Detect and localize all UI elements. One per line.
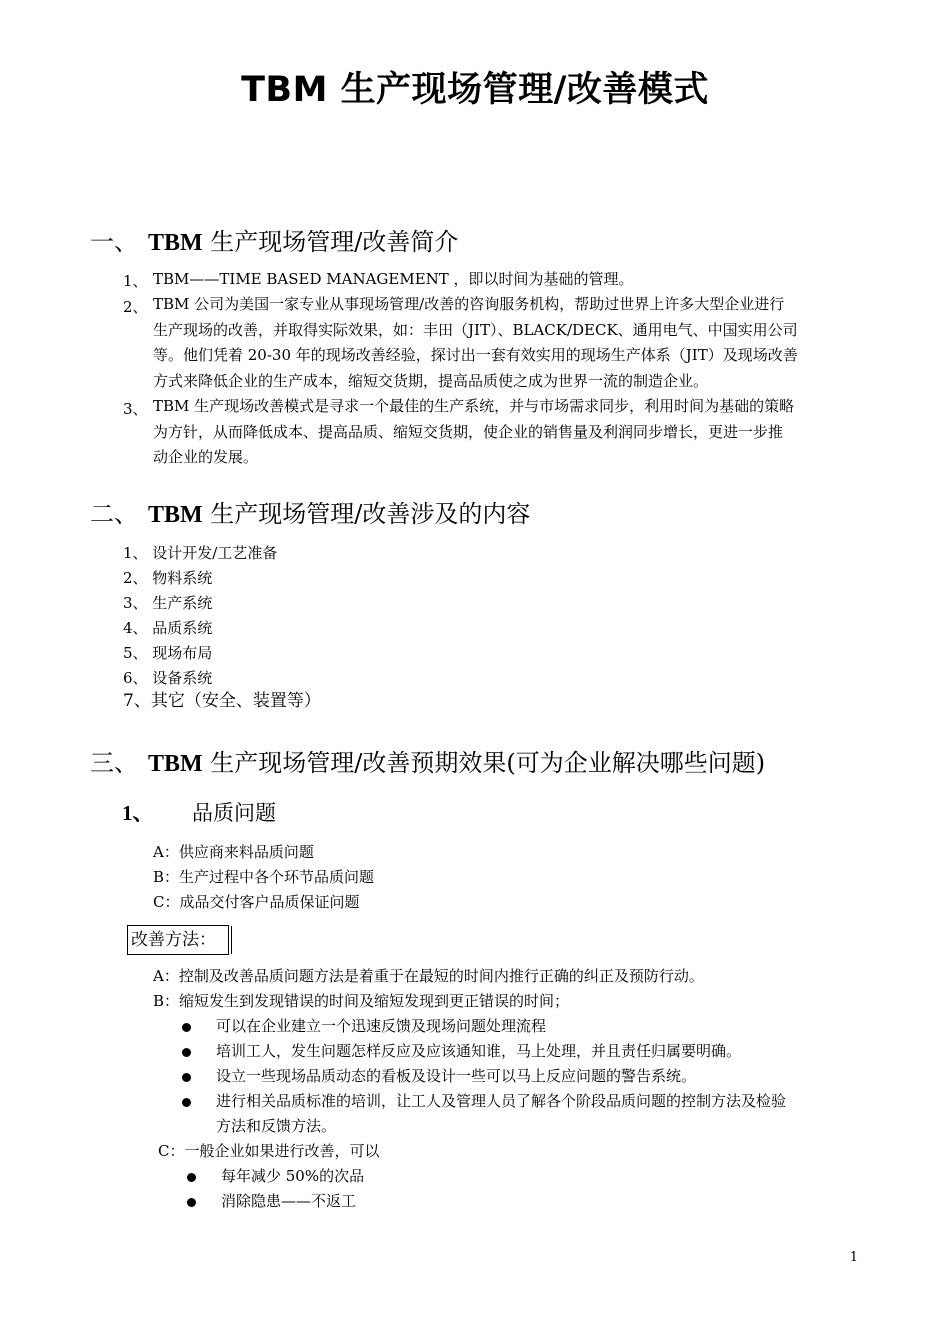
bullet-text: 培训工人，发生问题怎样反应及应该通知谁，马上处理，并且责任归属要明确。 bbox=[216, 1042, 742, 1060]
s1-item-3-paragraph bbox=[153, 394, 861, 471]
method-label-box: 改善方法： bbox=[127, 925, 229, 955]
section-3-heading-text: 生产现场管理/改善预期效果(可为企业解决哪些问题) bbox=[202, 749, 766, 777]
s1-item-3-number: 3、 bbox=[123, 400, 148, 418]
s1-item-2-number: 2、 bbox=[123, 298, 148, 316]
page-title: TBM 生产现场管理/改善模式 bbox=[241, 70, 709, 110]
section-3-heading-tbm: TBM bbox=[148, 751, 203, 777]
s1-item-2-line: TBM 公司为美国一家专业从事现场管理/改善的咨询服务机构，帮助过世界上许多大型企业进行 bbox=[153, 295, 785, 313]
s1-item-3-line: 为方针，从而降低成本、提高品质、缩短交货期，使企业的销售量及利润同步增长，更进一步推 bbox=[153, 422, 784, 441]
subsection-1-number: 1、 bbox=[122, 801, 154, 825]
bullet-row bbox=[0, 1039, 950, 1064]
section-2-heading-text: 生产现场管理/改善涉及的内容 bbox=[202, 500, 531, 528]
bullet-icon bbox=[182, 1048, 191, 1057]
problem-item: B：生产过程中各个环节品质问题 bbox=[153, 868, 375, 886]
bullet-row bbox=[5, 1189, 905, 1214]
section-3-heading bbox=[90, 743, 765, 778]
section-3-number: 三、 bbox=[90, 749, 138, 777]
method-b: B：缩短发生到发现错误的时间及缩短发现到更正错误的时间； bbox=[153, 992, 570, 1010]
bullet-icon bbox=[182, 1098, 191, 1107]
s2-list-item: 1、 设计开发/工艺准备 bbox=[123, 544, 278, 562]
s2-list-item: 7、其它（安全、装置等） bbox=[123, 691, 321, 711]
bullet-text-continuation: 方法和反馈方法。 bbox=[216, 1117, 337, 1135]
s2-list-item: 5、 现场布局 bbox=[123, 644, 213, 662]
problem-item: A：供应商来料品质问题 bbox=[153, 843, 314, 861]
s2-list-item: 3、 生产系统 bbox=[123, 594, 213, 612]
subsection-1-title: 品质问题 bbox=[192, 801, 276, 825]
section-1-heading bbox=[90, 222, 458, 257]
bullet-icon bbox=[187, 1198, 196, 1207]
method-a: A：控制及改善品质问题方法是着重于在最短的时间内推行正确的纠正及预防行动。 bbox=[153, 967, 704, 985]
bullet-text: 可以在企业建立一个迅速反馈及现场问题处理流程 bbox=[216, 1017, 547, 1035]
bullet-text: 每年减少 50%的次品 bbox=[221, 1167, 365, 1185]
s1-item-2-paragraph bbox=[153, 292, 861, 394]
page-number: 1 bbox=[849, 1250, 858, 1265]
s1-item-2-line: 等。他们凭着 20-30 年的现场改善经验，探讨出一套有效实用的现场生产体系（JIT）及现场改善 bbox=[153, 346, 798, 364]
bullet-text: 进行相关品质标准的培训，让工人及管理人员了解各个阶段品质问题的控制方法及检验 bbox=[216, 1092, 787, 1110]
section-2-heading bbox=[90, 494, 530, 529]
problem-item: C：成品交付客户品质保证问题 bbox=[153, 893, 360, 911]
s1-item-3-line: 动企业的发展。 bbox=[153, 448, 259, 466]
s2-list-item: 6、 设备系统 bbox=[123, 669, 213, 687]
bullet-row bbox=[5, 1164, 905, 1189]
bullet-row bbox=[0, 1064, 950, 1089]
section-1-heading-tbm: TBM bbox=[148, 230, 203, 256]
bullet-icon bbox=[187, 1173, 196, 1182]
s1-item-2-line: 生产现场的改善，并取得实际效果，如：丰田（JIT）、BLACK/DECK、通用电气、中国实用公司 bbox=[153, 320, 798, 339]
bullet-row bbox=[0, 1089, 950, 1114]
bullet-text: 消除隐患——不返工 bbox=[221, 1192, 357, 1210]
s2-list-item: 4、 品质系统 bbox=[123, 619, 213, 637]
bullet-icon bbox=[182, 1073, 191, 1082]
section-1-number: 一、 bbox=[90, 228, 138, 256]
bullet-icon bbox=[182, 1023, 191, 1032]
subsection-1-heading bbox=[122, 797, 276, 827]
s2-list-item: 2、 物料系统 bbox=[123, 569, 213, 587]
s1-item-1-text: TBM——TIME BASED MANAGEMENT ，即以时间为基础的管理。 bbox=[153, 270, 634, 288]
section-2-heading-tbm: TBM bbox=[148, 502, 203, 528]
method-c: C：一般企业如果进行改善，可以 bbox=[158, 1142, 380, 1160]
bullet-text: 设立一些现场品质动态的看板及设计一些可以马上反应问题的警告系统。 bbox=[216, 1067, 697, 1085]
s1-item-2-line: 方式来降低企业的生产成本，缩短交货期，提高品质使之成为世界一流的制造企业。 bbox=[153, 371, 709, 390]
bullet-row bbox=[0, 1014, 950, 1039]
s1-item-1-number: 1、 bbox=[123, 272, 148, 290]
section-1-heading-text: 生产现场管理/改善简介 bbox=[202, 228, 459, 256]
section-2-number: 二、 bbox=[90, 500, 138, 528]
s1-item-3-line: TBM 生产现场改善模式是寻求一个最佳的生产系统，并与市场需求同步，利用时间为基础的策略 bbox=[153, 397, 795, 415]
